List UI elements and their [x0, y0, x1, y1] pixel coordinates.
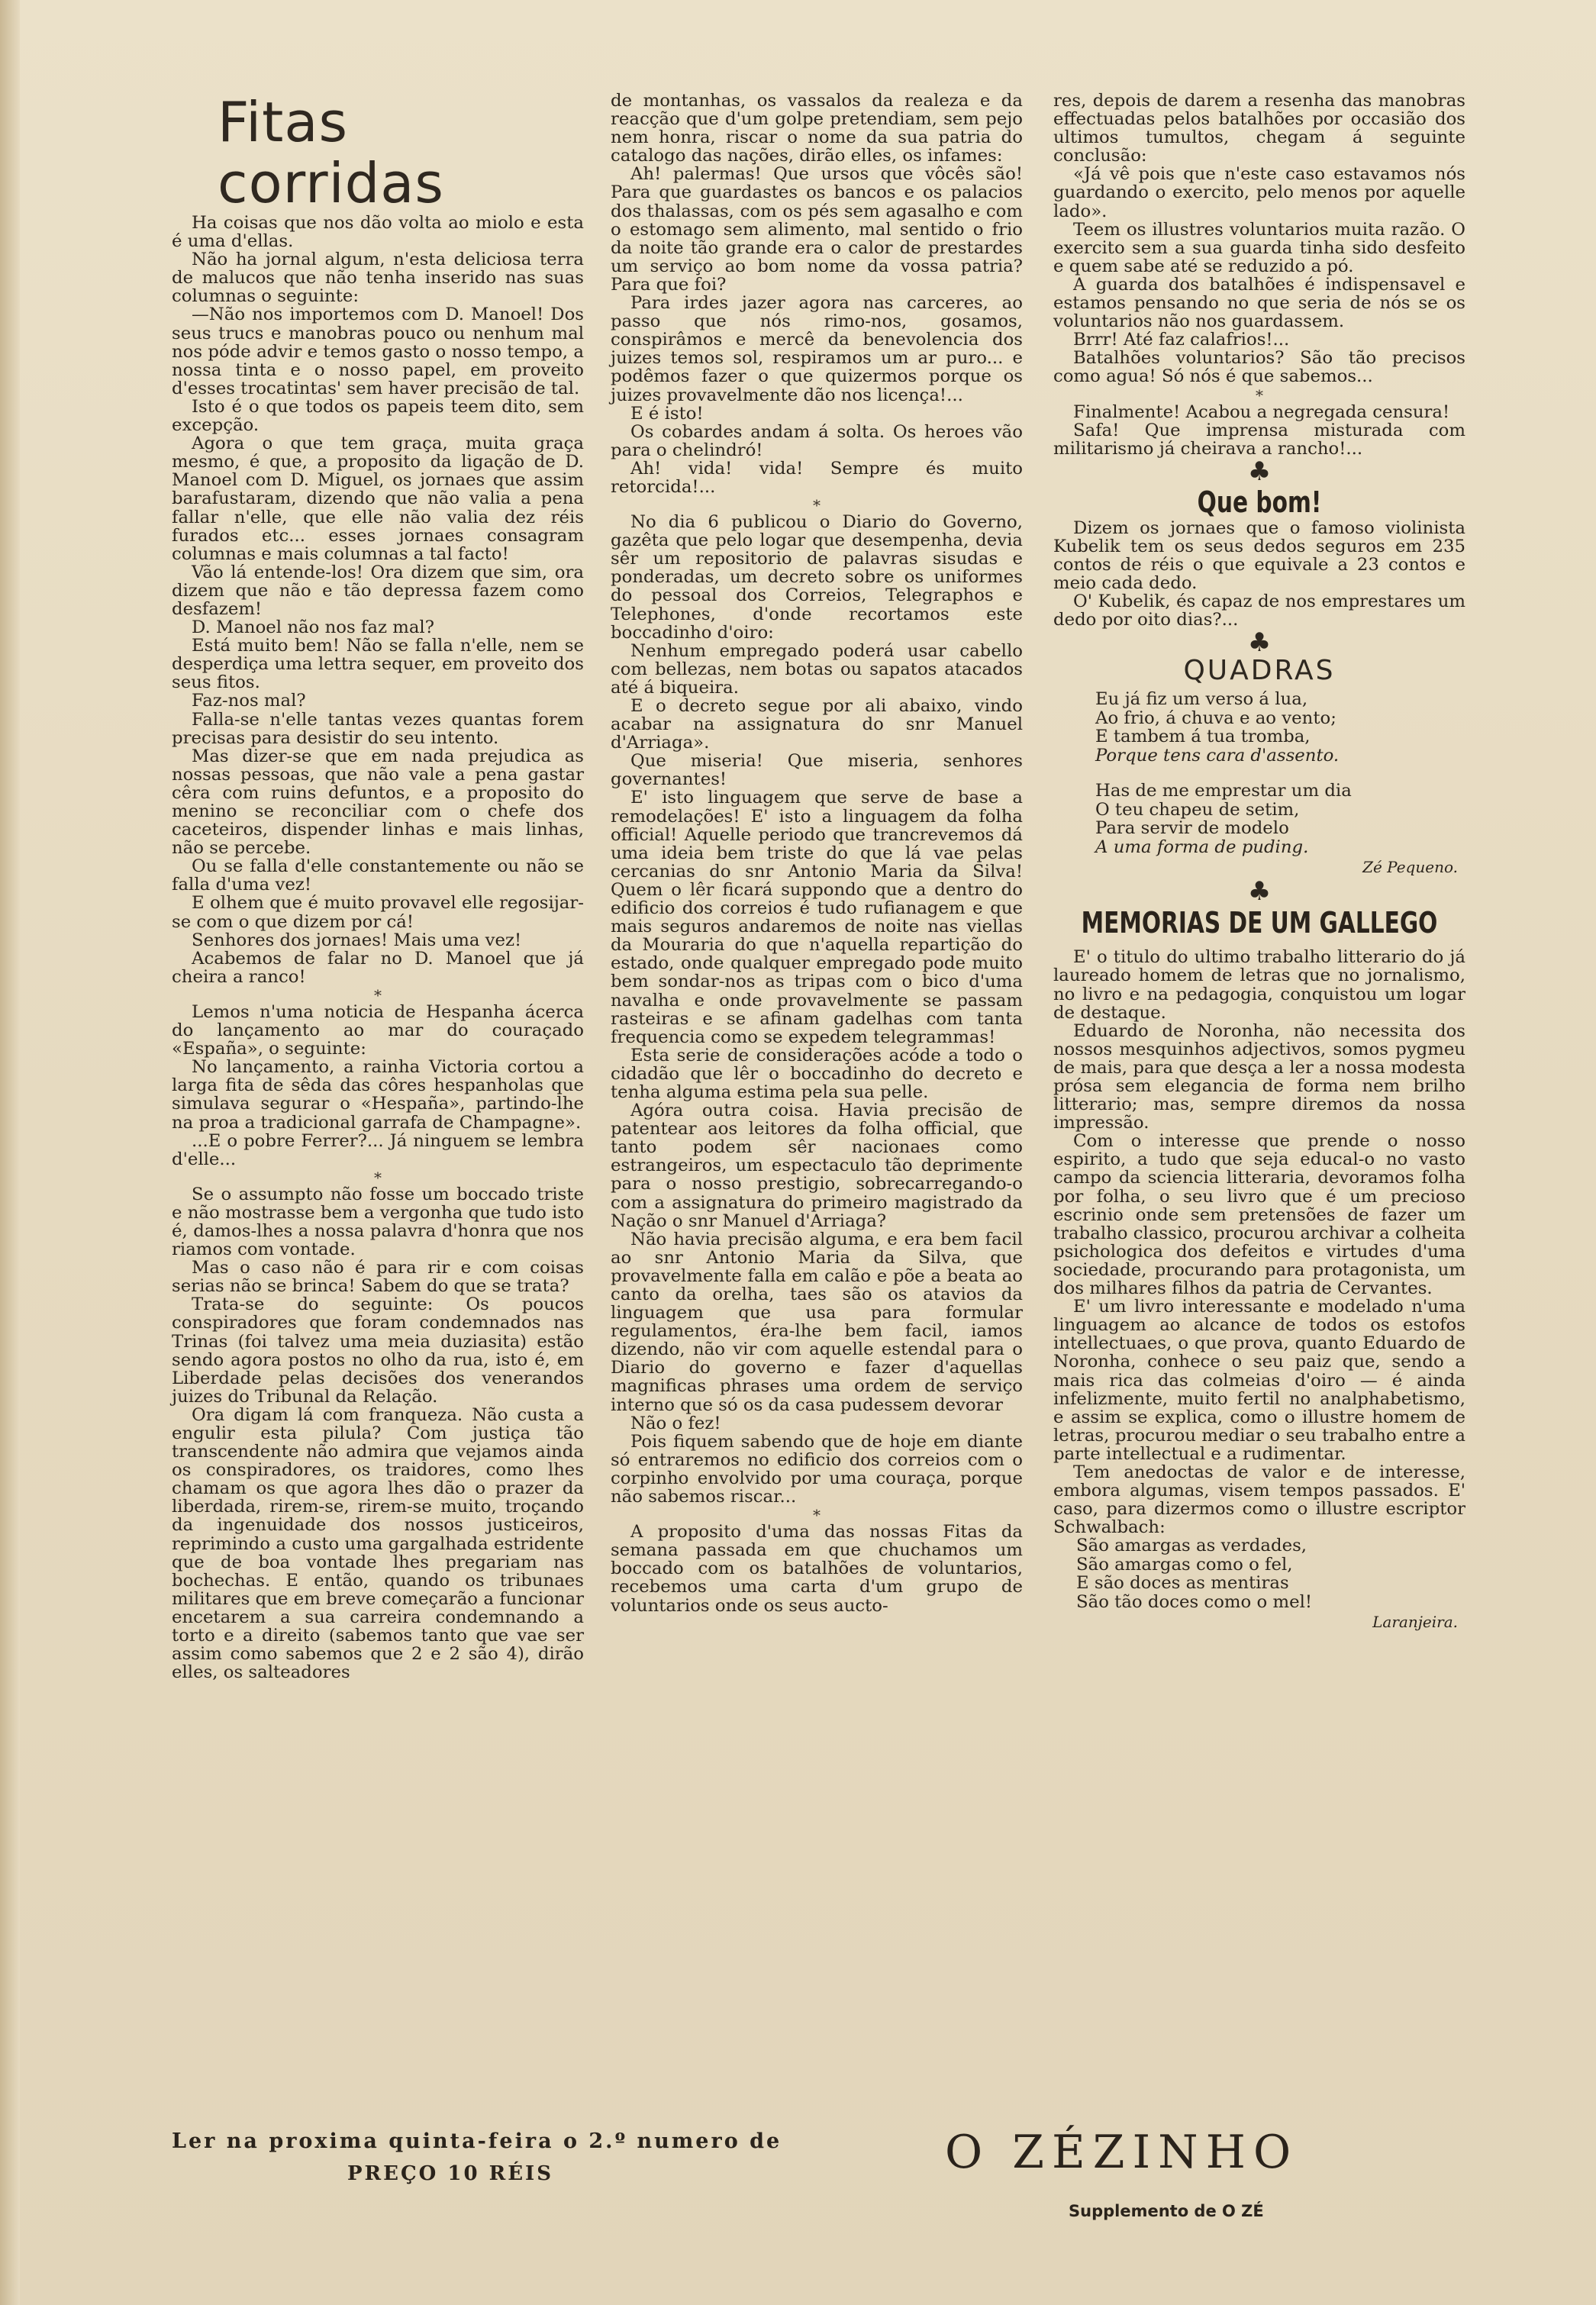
- column-3: [1053, 92, 1465, 1633]
- footer-promo-text: Ler na proxima quinta-feira o 2.º numero de: [172, 2129, 782, 2153]
- paragraph: Agora o que tem graça, muita graça mesmo, é que, a proposito da ligação de D. Manoel com D. Miguel, os jornaes que assim barafustaram, dizendo que não valia a pena fallar n'elle, que elle não valia dez réis furados etc... esses jornaes consagram columnas e mais columnas a tal facto!: [172, 434, 584, 564]
- paragraph: Ora digam lá com franqueza. Não custa a engulir esta pilula? Com justiça tão transcendente não admira que vejamos ainda os conspiradores, os traidores, como lhes chamam os que agora lhes dão o prazer da liberdada, rirem-se, rirem-se muito, troçando da ingenuidade dos nossos justiceiros, reprimindo a custo uma gargalhada estridente que de boa vontade lhes pregariam nas bochechas. E então, quando os tribunaes militares que em breve começarão a funcionar encetarem a sua carreira condemnando a torto e a direito (sabemos tanto que vae ser assim como sabemos que 2 e 2 são 4), dirão elles, os salteadores: [172, 1404, 584, 1683]
- paragraph: No lançamento, a rainha Victoria cortou a larga fita de sêda das côres hespanholas que simulava segurar o «Hespaña», partindo-lhe na proa a tradicional garrafa de Champagne».: [172, 1057, 584, 1133]
- section-separator: *: [1256, 385, 1263, 405]
- verse-line: São amargas as verdades,: [1076, 1536, 1307, 1556]
- paragraph: Ah! vida! vida! Sempre és muito retorcida!...: [611, 458, 1023, 497]
- paragraph: Com o interesse que prende o nosso espirito, a tudo que seja educal-o no vasto campo da sciencia litteraria, devoramos folha por folha, o seu livro que é um precioso escrinio onde sem pretensões de fazer um trabalho classico, procurou archivar a colheita psichologica dos defeitos e virtudes d'uma sociedade, procurando para protagonista, um dos milhares filhos da patria de Cervantes.: [1053, 1131, 1466, 1299]
- verse-line: O teu chapeu de setim,: [1095, 799, 1300, 820]
- paragraph: Os cobardes andam á solta. Os heroes vão para o chelindró!: [611, 421, 1023, 460]
- paragraph: Safa! Que imprensa misturada com militarismo já cheirava a rancho!...: [1053, 420, 1465, 459]
- section-separator: *: [813, 1506, 821, 1525]
- signature: Zé Pequeno.: [1362, 858, 1458, 877]
- paragraph: Mas dizer-se que em nada prejudica as nossas pessoas, que não vale a pena gastar cêra com ruins defuntos, e a proposito do menino se reconciliar com o chefe dos caceteiros, dispender linhas e mais linhas, não se percebe.: [172, 746, 584, 859]
- footer-supplement-note: Supplemento de O ZÉ: [1069, 2202, 1264, 2220]
- paragraph: Ah! palermas! Que ursos que vôcês são! Para que guardastes os bancos e os palacios dos thalassas, com os pés sem agasalho e com o estomago sem alimento, mal sentido o frio da noite tão grande era o calor de prestardes um serviço ao bom nome da vossa patria? Para que foi?: [611, 164, 1023, 295]
- section-title-quadras: QUADRAS: [1183, 655, 1336, 687]
- paragraph: Ou se falla d'elle constantemente ou não se falla d'uma vez!: [172, 856, 584, 895]
- paragraph: E é isto!: [630, 403, 704, 424]
- paragraph: Que miseria! Que miseria, senhores governantes!: [611, 751, 1023, 790]
- paragraph: Lemos n'uma noticia de Hespanha ácerca do lançamento ao mar do couraçado «España», o seguinte:: [172, 1001, 584, 1059]
- paragraph: Para irdes jazer agora nas carceres, ao passo que nós rimo-nos, gosamos, conspirâmos e mercê da benevolencia dos juizes temos sol, respiramos um ar puro... e podêmos fazer o que quizermos porque os juizes provavelmente dão nos licença!...: [611, 293, 1023, 405]
- paragraph: E' o titulo do ultimo trabalho litterario do já laureado homem de letras que no jornalismo, no livro e na pedagogia, conquistou um logar de destaque.: [1053, 947, 1465, 1023]
- verse-line: São amargas como o fel,: [1076, 1554, 1293, 1575]
- paragraph: Batalhões voluntarios? São tão precisos como agua! Só nós é que sabemos...: [1053, 348, 1465, 387]
- paragraph: Mas o caso não é para rir e com coisas serias não se brinca! Sabem do que se trata?: [172, 1258, 584, 1297]
- paragraph: Pois fiquem sabendo que de hoje em diante só entraremos no edificio dos correios com o corpinho envolvido por uma couraça, porque não sabemos riscar...: [611, 1431, 1023, 1507]
- paragraph: No dia 6 publicou o Diario do Governo, gazêta que pelo logar que desempenha, devia sêr um repositorio de palavras sisudas e ponderadas, um decreto sobre os uniformes do pessoal dos Correios, Telegraphos e Telephones, d'onde recortamos este boccadinho d'oiro:: [611, 512, 1023, 643]
- paragraph: Esta serie de considerações acóde a todo o cidadão que lêr o boccadinho do decreto e tenha alguma estima pela sua pelle.: [611, 1045, 1023, 1102]
- paragraph: de montanhas, os vassalos da realeza e da reacção que d'um golpe pretendiam, sem pejo nem honra, riscar o nome da sua patria do catalogo das nações, dirão elles, os infames:: [611, 91, 1023, 166]
- club-ornament-icon: ♣: [1247, 876, 1272, 907]
- verse-line: Has de me emprestar um dia: [1095, 781, 1352, 801]
- paragraph: res, depois de darem a resenha das manobras effectuadas pelos batalhões por occasião dos ultimos tumultos, chegam á seguinte conclusão:: [1053, 91, 1465, 166]
- paragraph: A proposito d'uma das nossas Fitas da semana passada em que chuchamos um boccado com os batalhões de voluntarios, recebemos uma carta d'um grupo de voluntarios onde os seus aucto-: [611, 1522, 1023, 1616]
- paragraph: D. Manoel não nos faz mal?: [192, 617, 434, 638]
- column-1: [172, 92, 584, 1681]
- paragraph: E' um livro interessante e modelado n'uma linguagem ao alcance de todos os estofos intellectuaes, o que prova, quanto Eduardo de Noronha, conhece o seu paiz que, sendo a mais rica das colmeias d'oiro — é ainda infelizmente, muito fertil no analphabetismo, e assim se explica, como o illustre homem de letras, procurou mediar o seu trabalho entre a parte intellectual e a rudimentar.: [1053, 1297, 1465, 1464]
- paragraph: Eduardo de Noronha, não necessita dos nossos mesquinhos adjectivos, somos pygmeu de mais, para que desça a ler a nossa modesta prósa sem elegancia de forma nem brilho litterario; mas, sempre diremos da nossa impressão.: [1053, 1020, 1465, 1133]
- paragraph: Vão lá entende-los! Ora dizem que sim, ora dizem que não e tão depressa fazem como desfazem!: [172, 562, 584, 619]
- paragraph: Acabemos de falar no D. Manoel que já cheira a ranco!: [172, 948, 584, 987]
- paragraph: A guarda dos batalhões é indispensavel e estamos pensando no que seria de nós se os voluntarios não nos guardassem.: [1053, 274, 1465, 332]
- section-separator: *: [813, 496, 821, 515]
- paragraph: Não ha jornal algum, n'esta deliciosa terra de malucos que não tenha inserido nas suas columnas o seguinte:: [172, 250, 584, 307]
- verse-line: Para servir de modelo: [1095, 818, 1289, 839]
- verse-line: Eu já fiz um verso á lua,: [1095, 689, 1308, 710]
- paragraph: Falla-se n'elle tantas vezes quantas forem precisas para desistir do seu intento.: [172, 709, 584, 748]
- paragraph: Não o fez!: [630, 1413, 721, 1433]
- footer-promo-block: [172, 2129, 843, 2185]
- page-edge: [0, 0, 20, 2305]
- paragraph: Finalmente! Acabou a negregada censura!: [1073, 401, 1450, 422]
- paragraph: Agóra outra coisa. Havia precisão de patentear aos leitores da folha official, que tanto podem sêr nacionaes como estrangeiros, um espectaculo tão deprimente para o nosso prestigio, sobrecarregando-o com a assignatura do primeiro magistrado da Nação o snr Manuel d'Arriaga?: [611, 1101, 1023, 1231]
- paragraph: Trata-se do seguinte: Os poucos conspiradores que foram condemnados nas Trinas (foi talvez uma meia duziasita) estão sendo agora postos no olho da rua, isto é, em Liberdade pelas decisões dos venerandos juizes do Tribunal da Relação.: [172, 1294, 584, 1407]
- paragraph: ...E o pobre Ferrer?... Já ninguem se lembra d'elle...: [172, 1130, 584, 1169]
- paragraph: Faz-nos mal?: [192, 691, 306, 711]
- paragraph: Teem os illustres voluntarios muita razão. O exercito sem a sua guarda tinha sido desfeito e quem sabe até se reduzido a pó.: [1053, 219, 1465, 276]
- paragraph: Brrr! Até faz calafrios!...: [1073, 330, 1290, 350]
- paragraph: Tem anedoctas de valor e de interesse, embora algumas, visem tempos passados. E' caso, para dizermos como o illustre escriptor Schwalbach:: [1053, 1462, 1465, 1538]
- paragraph: «Já vê pois que n'este caso estavamos nós guardando o exercito, pelo menos por aquelle lado».: [1053, 164, 1465, 221]
- footer-publication-title: O ZÉZINHO: [945, 2126, 1299, 2179]
- paragraph: Não havia precisão alguma, e era bem facil ao snr Antonio Maria da Silva, que provavelmente falla em calão e põe a beata ao canto da orelha, taes são os atavios da linguagem que usa para formular regulamentos, éra-lhe bem facil, iamos dizendo, não vir com aquelle estendal para o Diario do governo e fazer d'aquellas magnificas phrases uma ordem de serviço interno que só os da casa pudessem devorar: [611, 1229, 1023, 1415]
- paragraph: O' Kubelik, és capaz de nos emprestares um dedo por oito dias?...: [1053, 592, 1465, 630]
- paragraph: —Não nos importemos com D. Manoel! Dos seus trucs e manobras pouco ou nenhum mal nos póde advir e temos gasto o nosso tempo, a nossa tinta e o nosso papel, em proveito d'esses trocatintas' sem haver precisão de tal.: [172, 305, 584, 398]
- paragraph: E o decreto segue por ali abaixo, vindo acabar na assignatura do snr Manuel d'Arriaga».: [611, 696, 1023, 753]
- paragraph: Senhores dos jornaes! Mais uma vez!: [192, 930, 522, 950]
- paragraph: Se o assumpto não fosse um boccado triste e não mostrasse bem a vergonha que tudo isto é, damos-lhes a nossa palavra d'honra que nos riamos com vontade.: [172, 1184, 584, 1260]
- verse-line: E são doces as mentiras: [1076, 1573, 1289, 1594]
- verse-line: E tambem á tua tromba,: [1095, 727, 1311, 747]
- section-title-fitas-corridas: Fitas corridas: [218, 90, 444, 215]
- verse-line: São tão doces como o mel!: [1076, 1591, 1313, 1612]
- paragraph: Dizem os jornaes que o famoso violinista Kubelik tem os seus dedos seguros em 235 contos de réis o que equivale a 23 contos e meio cada dedo.: [1053, 517, 1465, 594]
- column-2: [611, 92, 1023, 1615]
- section-title-memorias: MEMORIAS DE UM GALLEGO: [1081, 906, 1438, 940]
- club-ornament-icon: ♣: [1247, 456, 1272, 487]
- paragraph: E olhem que é muito provavel elle regosijar-se com o que dizem por cá!: [172, 893, 584, 932]
- verse-line: A uma forma de puding.: [1095, 837, 1309, 857]
- paragraph: E' isto linguagem que serve de base a remodelações! E' isto a linguagem da folha official! Aquelle periodo que trancrevemos dá uma ideia bem triste do que lá vae pelas cercanias do snr Antonio Maria da Silva! Quem o lêr ficará suppondo que a dentro do edificio dos correios é tudo rufianagem e que mais seguros andaremos de noite nas viellas da Mouraria do que n'aquella repartição do estado, onde qualquer empregado pode muito bem sondar-nos as tripas com o bico d'uma navalha e onde provavelmente se passam rasteiras e se afinam gadelhas com tanta frequencia como se expedem telegrammas!: [611, 788, 1023, 1047]
- paragraph: Está muito bem! Não se falla n'elle, nem se desperdiça uma lettra sequer, em proveito dos seus fitos.: [172, 636, 584, 693]
- paragraph: Nenhum empregado poderá usar cabello com bellezas, nem botas ou sapatos atacados até á biqueira.: [611, 640, 1023, 698]
- verse-line: Ao frio, á chuva e ao vento;: [1095, 708, 1336, 728]
- signature: Laranjeira.: [1372, 1613, 1458, 1632]
- club-ornament-icon: ♣: [1247, 627, 1272, 659]
- section-separator: *: [374, 1168, 382, 1187]
- footer-price: PREÇO 10 RÉIS: [347, 2162, 553, 2185]
- paragraph: Ha coisas que nos dão volta ao miolo e esta é uma d'ellas.: [172, 213, 584, 252]
- paragraph: Isto é o que todos os papeis teem dito, sem excepção.: [172, 396, 584, 436]
- verse-line: Porque tens cara d'assento.: [1095, 745, 1340, 766]
- section-separator: *: [374, 985, 382, 1004]
- section-title-que-bom: Que bom!: [1197, 485, 1322, 519]
